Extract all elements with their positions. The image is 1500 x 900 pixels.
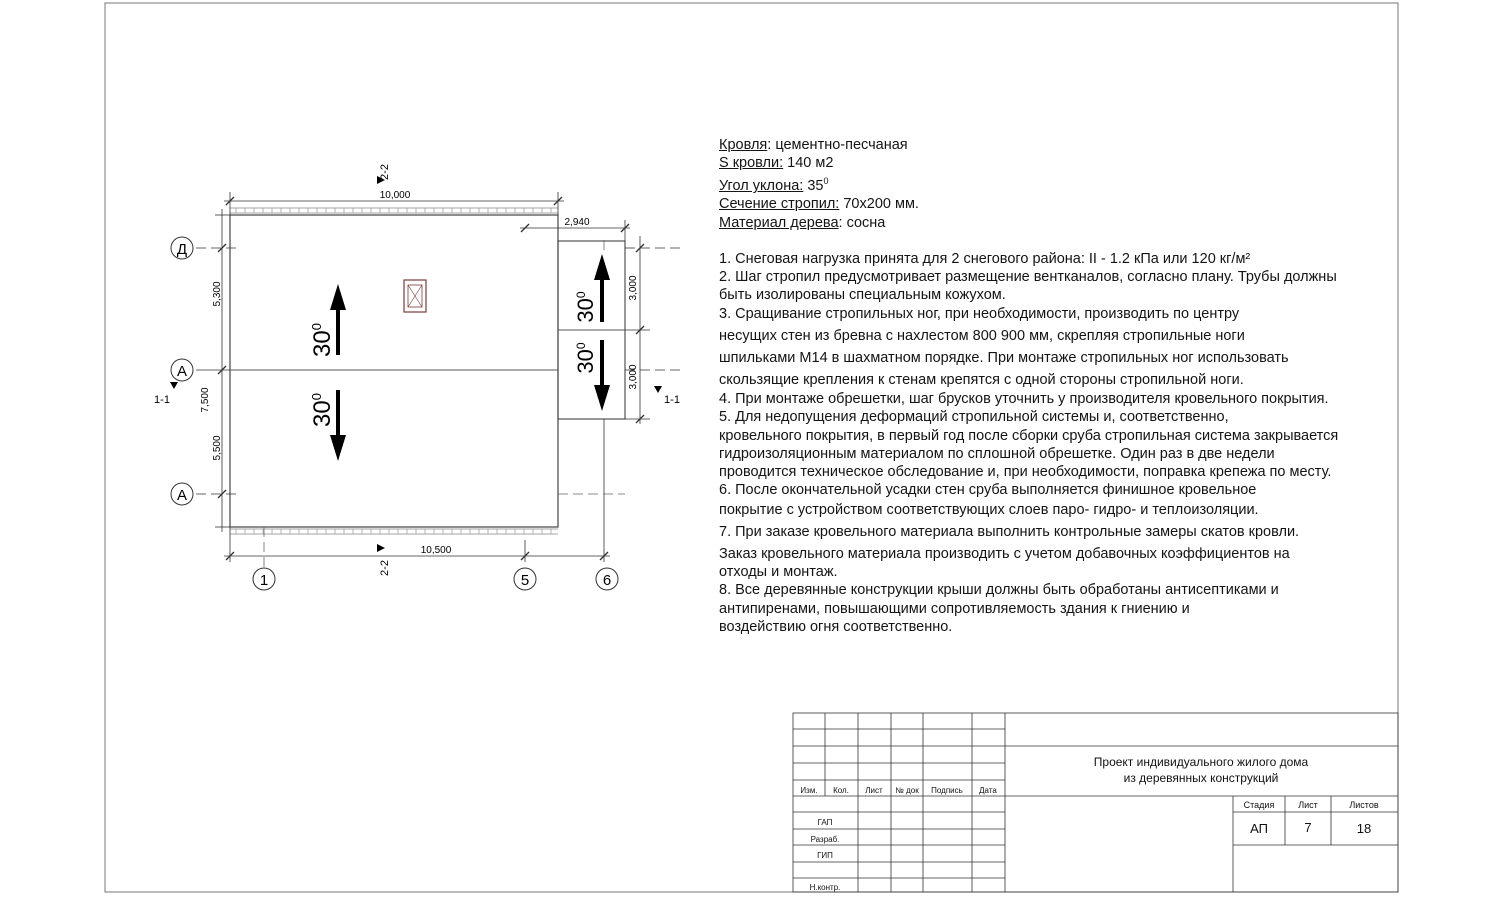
dimension-bottom (224, 419, 610, 562)
role-nkontr: Н.контр. (809, 883, 841, 892)
note-line: Заказ кровельного материала производить с учетом добавочных коэффициентов на (719, 545, 1290, 562)
notes-panel (719, 136, 1409, 636)
axis-bubble-a-bottom (171, 483, 193, 505)
svg-text:1: 1 (259, 572, 269, 589)
spec-roofing: Кровля: цементно-песчаная (719, 137, 908, 153)
note-line: отходы и монтаж. (719, 564, 838, 581)
note-line: кровельного покрытия, в первый год после сборки сруба стропильная система закрывается (719, 427, 1339, 444)
slope-label-ext-down: $30^0$ (573, 342, 598, 374)
role-gip: ГИП (817, 851, 833, 860)
note-line: 5. Для недопущения деформаций стропильной системы и, соответственно, (719, 409, 1229, 426)
note-line: 7. При заказе кровельного материала выполнить контрольные замеры скатов кровли. (719, 523, 1300, 540)
notes-list (719, 250, 1409, 636)
note-line: покрытие с устройством соответствующих слоев паро- гидро- и теплоизоляции. (719, 502, 1259, 519)
note-line: 3. Сращивание стропильных ног, при необходимости, производить по центру (719, 306, 1240, 323)
header-date: Дата (979, 786, 997, 795)
project-title-line1: Проект индивидуального жилого дома (1093, 755, 1309, 769)
note-line: 8. Все деревянные конструкции крыши должны быть обработаны антисептиками и (719, 582, 1279, 599)
axis-bubble-1 (253, 568, 275, 590)
header-kol: Кол. (833, 786, 849, 795)
stage-label: Стадия (1243, 800, 1275, 810)
section-mark-bottom (377, 544, 391, 576)
dim-left-total-label: 7,500 (200, 387, 211, 413)
title-block-text (800, 755, 1378, 892)
eaves-strip-bottom (230, 529, 558, 534)
slope-label-main-down: $30^0$ (309, 393, 336, 427)
roof-plan (154, 164, 685, 590)
note-line: 2. Шаг стропил предусмотривает размещение вентканалов, согласно плану. Трубы должны (719, 269, 1337, 286)
svg-text:5: 5 (520, 572, 530, 589)
section-mark-left (154, 382, 178, 406)
dim-top-label: 10,000 (379, 190, 411, 201)
svg-text:2-2: 2-2 (379, 164, 391, 180)
sheets-label: Листов (1349, 800, 1379, 810)
dim-left-top-label: 5,300 (212, 281, 223, 307)
main-roof-outline (230, 215, 558, 527)
svg-text:6: 6 (602, 572, 612, 589)
section-mark-top (377, 164, 391, 184)
slope-label-ext-up: $30^0$ (573, 291, 598, 323)
sheet-value: 7 (1304, 820, 1312, 835)
dim-right-bottom-label: 3,000 (628, 364, 639, 390)
svg-text:А: А (176, 487, 188, 504)
dim-left-bottom-label: 5,500 (212, 435, 223, 461)
spec-wood: Материал дерева: сосна (719, 214, 886, 231)
chimney-vent (404, 280, 426, 312)
role-gap: ГАП (817, 818, 833, 827)
note-line: несущих стен из бревна с нахлестом 800 900 мм, скрепляя стропильные ноги (719, 327, 1245, 344)
spec-area: S кровли: 140 м2 (719, 155, 834, 172)
spec-angle: Угол уклона: $35^0$ (719, 176, 829, 195)
section-mark-right (654, 386, 680, 406)
axis-bubble-d (171, 237, 193, 259)
dim-right-top-label: 3,000 (628, 275, 639, 301)
header-doc: № док (895, 786, 919, 795)
sheets-value: 18 (1356, 821, 1372, 836)
note-line: гидроизоляционным материалом по сплошной обрешетке. Один раз в две недели (719, 445, 1275, 462)
role-razrab: Разраб. (810, 835, 840, 844)
project-title-line2: из деревянных конструкций (1123, 771, 1279, 785)
svg-text:2-2: 2-2 (379, 560, 391, 576)
header-list: Лист (865, 786, 883, 795)
svg-text:1-1: 1-1 (664, 394, 680, 406)
note-line: антипиренами, повышающими сопротивляемость здания к гниению и (719, 600, 1190, 617)
dim-bottom-label: 10,500 (420, 545, 452, 556)
sheet-label: Лист (1298, 800, 1318, 810)
spec-rafter: Сечение стропил: 70х200 мм. (719, 196, 919, 213)
svg-text:1-1: 1-1 (154, 394, 170, 406)
header-signature: Подпись (931, 786, 963, 795)
note-line: проводится техническое обследование и, при необходимости, поправка крепежа по месту. (719, 464, 1332, 481)
stage-value: АП (1250, 821, 1268, 836)
note-line: воздействию огня соответственно. (719, 618, 953, 635)
axis-bubble-5 (514, 568, 536, 590)
note-line: 1. Снеговая нагрузка принята для 2 снегового района: II - 1.2 кПа или 120 кг/м² (719, 250, 1251, 267)
note-line: быть изолированы специальным кожухом. (719, 287, 1006, 304)
note-line: шпильками М14 в шахматном порядке. При монтаже стропильных ног использовать (719, 349, 1289, 366)
svg-text:Д: Д (176, 241, 188, 258)
axis-bubble-6 (596, 568, 618, 590)
note-line: 6. После окончательной усадки стен сруба выполняется финишное кровельное (719, 482, 1257, 499)
svg-text:А: А (176, 363, 188, 380)
note-line: скользящие крепления к стенам крепятся с одной стороны стропильной ноги. (719, 372, 1244, 389)
axis-bubble-a-mid (171, 359, 193, 381)
roof-spec (719, 136, 1409, 232)
note-line: 4. При монтаже обрешетки, шаг брусков уточнить у производителя кровельного покрытия. (719, 391, 1329, 408)
eaves-strip-top (230, 208, 558, 213)
header-izm: Изм. (800, 786, 818, 795)
dim-top-right-label: 2,940 (564, 217, 590, 228)
slope-label-main-up: $30^0$ (309, 323, 336, 357)
